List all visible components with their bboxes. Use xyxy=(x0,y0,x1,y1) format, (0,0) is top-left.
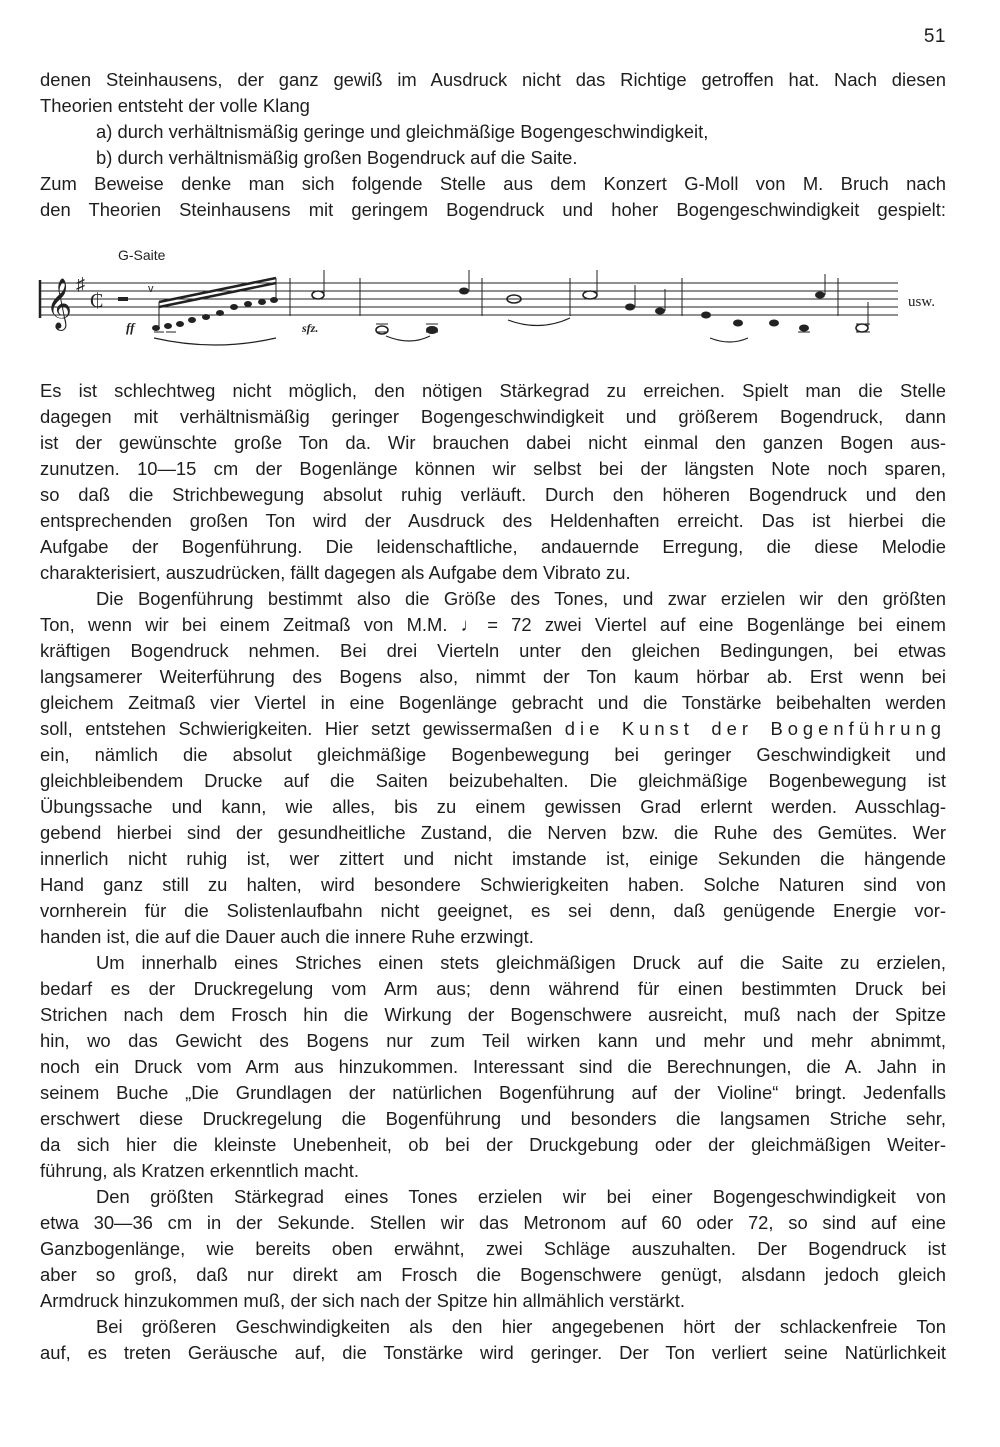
text-line: Bei größeren Geschwindigkeiten als den hier angegebenen hört der schlackenfreie Ton xyxy=(96,1316,946,1337)
text-line: entsprechenden großen Ton wird der Ausdruck des Heldenhaften erreicht. Das ist hierbei die xyxy=(40,510,946,531)
text-line: bedarf es der Druckregelung vom Arm aus; denn während für einen bestimmten Druck bei xyxy=(40,978,946,999)
text-line xyxy=(40,612,946,638)
quarter-note xyxy=(701,312,711,319)
list-item-b: b) durch verhältnismäßig großen Bogendruck auf die Saite. xyxy=(96,147,578,168)
text-line: Armdruck hinzukommen muß, der sich nach der Spitze hin allmählich verstärkt. xyxy=(40,1290,685,1311)
text-line: Den größten Stärkegrad eines Tones erzielen wir bei einer Bogengeschwindigkeit von xyxy=(96,1186,946,1207)
emphasis-spaced: die Kunst der Bogenführung xyxy=(564,718,946,739)
dynamic-sfz: sfz. xyxy=(302,321,319,335)
text-line: Strichen nach dem Frosch hin die Wirkung der Bogenschwere ausreicht, muß nach der Spitze xyxy=(40,1004,946,1025)
text-line: etwa 30—36 cm in der Sekunde. Stellen wir das Metronom auf 60 oder 72, so sind auf eine xyxy=(40,1212,946,1233)
slur xyxy=(508,318,570,326)
note-run xyxy=(152,297,278,331)
treble-clef-icon: 𝄞 xyxy=(46,279,73,328)
text-line: Zum Beweise denke man sich folgende Stelle aus dem Konzert G-Moll von M. Bruch nach xyxy=(40,173,946,194)
eighth-note xyxy=(459,288,469,295)
text-line: Die Bogenführung bestimmt also die Größe des Tones, und zwar erzielen wir den größten xyxy=(96,588,946,609)
text-line: seinem Buche „Die Grundlagen der natürlichen Bogenführung auf der Violine“ bringt. Jedenfalls xyxy=(40,1082,946,1103)
paragraph-2 xyxy=(40,378,946,1366)
slur xyxy=(154,338,276,345)
text-line: Theorien entsteht der volle Klang xyxy=(40,95,310,116)
up-bow-icon: v xyxy=(148,283,154,295)
text-line: kräftigen Bogendruck nehmen. Bei drei Vierteln unter den gleichen Bedingungen, bei etwas xyxy=(40,640,946,661)
quarter-note xyxy=(769,320,779,327)
text-line: den Theorien Steinhausens mit geringem Bogendruck und hoher Bogengeschwindigkeit gespielt: xyxy=(40,199,946,220)
text-line: Ganzbogenlänge, wie bereits oben erwähnt, zwei Schläge auszuhalten. Der Bogendruck ist xyxy=(40,1238,946,1259)
tie xyxy=(386,336,430,341)
dynamic-ff: ff xyxy=(126,320,135,335)
text-line xyxy=(40,716,946,742)
quarter-note-icon: ♩ xyxy=(460,614,488,635)
text-line: führung, als Kratzen erkenntlich macht. xyxy=(40,1160,359,1181)
text-line: Aufgabe der Bogenführung. Die leidenschaftliche, andauernde Erregung, die diese Melodie xyxy=(40,536,946,557)
slur xyxy=(710,338,748,342)
usw-label: usw. xyxy=(908,294,935,310)
text-line: Es ist schlechtweg nicht möglich, den nötigen Stärkegrad zu erreichen. Spielt man die Stelle xyxy=(40,380,946,401)
quarter-note xyxy=(799,325,809,332)
text-line: zunutzen. 10—15 cm der Bogenlänge können wir selbst bei der längsten Note noch sparen, xyxy=(40,458,946,479)
half-note xyxy=(312,291,324,299)
text-line: hin, wo das Gewicht des Bogens nur zum Teil wirken kann und mehr und mehr abnimmt, xyxy=(40,1030,946,1051)
page-number: 51 xyxy=(923,26,946,47)
text-fragment: Ton, wenn wir bei einem Zeitmaß von M.M. xyxy=(40,614,461,635)
string-label: G-Saite xyxy=(118,247,166,263)
rest-icon xyxy=(118,297,128,301)
quarter-note xyxy=(625,304,635,311)
text-line: dagegen mit verhältnismäßig geringer Bogengeschwindigkeit und größerem Bogendruck, dann xyxy=(40,406,946,427)
quarter-note xyxy=(655,308,665,315)
text-fragment: soll, entstehen Schwierigkeiten. Hier setzt gewissermaßen xyxy=(40,718,565,739)
text-line: gebend hierbei sind der gesundheitliche Zustand, die Nerven bzw. die Ruhe des Gemütes. Wer xyxy=(40,822,946,843)
half-note xyxy=(583,291,597,299)
text-line: charakterisiert, auszudrücken, fällt dagegen als Aufgabe dem Vibrato zu. xyxy=(40,562,631,583)
sharp-icon: ♯ xyxy=(76,274,85,294)
text-line: ein, nämlich die absolut gleichmäßige Bogenbewegung bei geringer Geschwindigkeit und xyxy=(40,744,946,765)
half-note xyxy=(376,326,388,334)
eighth-note xyxy=(815,292,825,299)
text-line: Übungssache und kann, wie alles, bis zu einem gewissen Grad erlernt werden. Ausschlag- xyxy=(40,796,946,817)
text-fragment: = 72 zwei Viertel auf eine Bogenlänge bei einem xyxy=(487,614,946,635)
text-line: langsamerer Weiterführung des Bogens also, nimmt der Ton kaum hörbar ab. Erst wenn bei xyxy=(40,666,946,687)
text-line: auf, es treten Geräusche auf, die Tonstärke wird geringer. Der Ton verliert seine Natürlichkeit xyxy=(40,1342,946,1363)
cut-time-icon: ₵ xyxy=(90,290,104,312)
text-line: gleichem Zeitmaß vier Viertel in eine Bogenlänge gebracht und die Tonstärke beibehalten werden xyxy=(40,692,946,713)
half-note xyxy=(856,324,868,332)
text-line: so daß die Strichbewegung absolut ruhig verläuft. Durch den höheren Bogendruck und den xyxy=(40,484,946,505)
text-line: Hand ganz still zu halten, wird besondere Schwierigkeiten haben. Solche Naturen sind von xyxy=(40,874,946,895)
intro-paragraph xyxy=(40,67,946,223)
text-line: vornherein für die Solistenlaufbahn nicht geeignet, es sei denn, daß genügende Energie vor- xyxy=(40,900,946,921)
text-line: erschwert diese Druckregelung die Bogenführung und besonders die langsamen Striche sehr, xyxy=(40,1108,946,1129)
text-line: noch ein Druck vom Arm aus hinzukommen. Interessant sind die Berechnungen, die A. Jahn in xyxy=(40,1056,946,1077)
text-line: handen ist, die auf die Dauer auch die innere Ruhe erzwingt. xyxy=(40,926,534,947)
text-line: gleichbleibendem Drucke auf die Saiten beizubehalten. Die gleichmäßige Bogenbewegung ist xyxy=(40,770,946,791)
music-example xyxy=(30,240,960,360)
text-line: denen Steinhausens, der ganz gewiß im Ausdruck nicht das Richtige getroffen hat. Nach diesen xyxy=(40,69,946,90)
text-line: innerlich nicht ruhig ist, wer zittert und nicht imstande ist, einige Sekunden die hängende xyxy=(40,848,946,869)
text-line: Um innerhalb eines Striches einen stets gleichmäßigen Druck auf die Saite zu erzielen, xyxy=(96,952,946,973)
quarter-note xyxy=(733,320,743,327)
list-item-a: a) durch verhältnismäßig geringe und gleichmäßige Bogengeschwindigkeit, xyxy=(96,121,709,142)
text-line: ist der gewünschte große Ton da. Wir brauchen dabei nicht einmal den ganzen Bogen aus- xyxy=(40,432,946,453)
quarter-note xyxy=(426,326,438,334)
music-staff xyxy=(30,240,960,360)
text-line: da sich hier die kleinste Unebenheit, ob bei der Druckgebung oder der gleichmäßigen Weiter- xyxy=(40,1134,946,1155)
text-line: aber so groß, daß nur direkt am Frosch die Bogenschwere genügt, alsdann jedoch gleich xyxy=(40,1264,946,1285)
